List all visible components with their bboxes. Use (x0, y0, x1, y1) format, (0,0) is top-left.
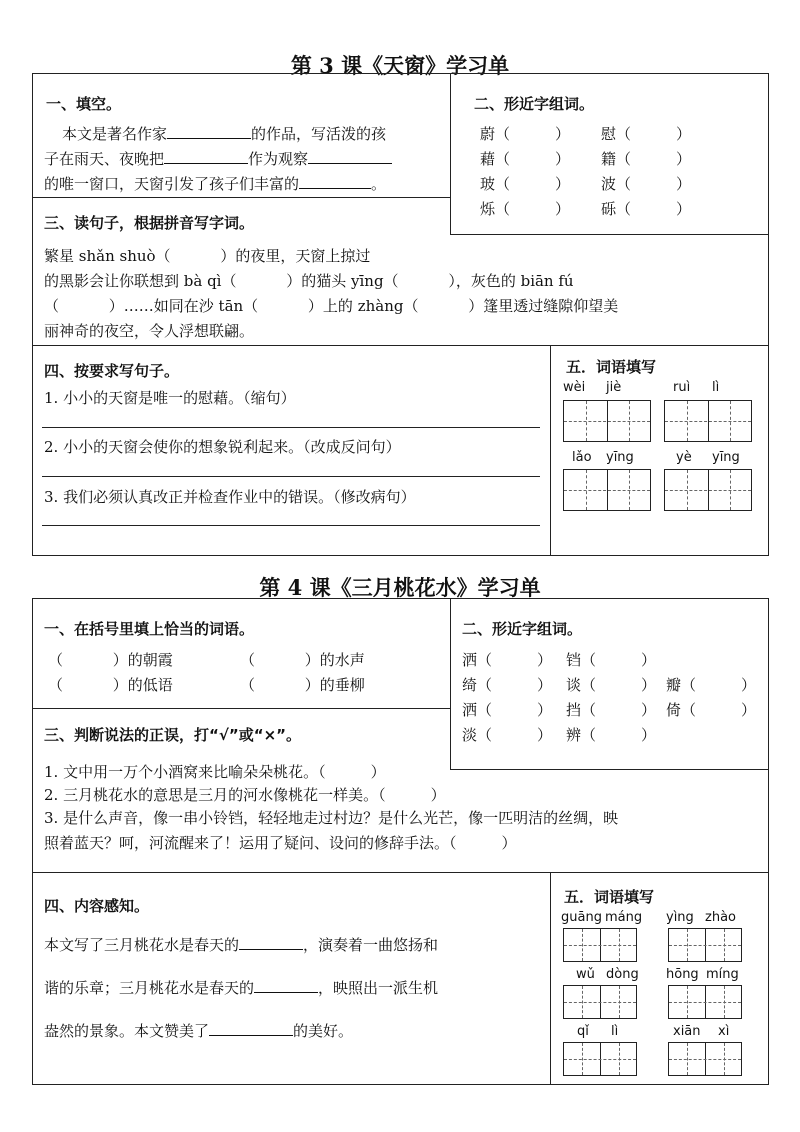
writing-grid[interactable] (664, 400, 752, 442)
pinyin-label: guāng (561, 910, 602, 925)
lesson4-word-cell[interactable]: 洒（ ） (462, 701, 553, 719)
answer-blank[interactable] (164, 149, 248, 164)
lesson3-section2-heading: 二、形近字组词。 (474, 95, 595, 113)
lesson3-section4-heading: 四、按要求写句子。 (44, 362, 180, 380)
pinyin-label: hōng (666, 967, 699, 982)
pinyin-label: lì (712, 380, 720, 395)
answer-blank[interactable] (299, 174, 371, 189)
pinyin-label: wǔ (576, 967, 595, 982)
writing-grid[interactable] (563, 985, 637, 1019)
answer-blank[interactable] (254, 978, 318, 993)
lesson4-fill-item[interactable]: （ ）的朝霞 (48, 651, 173, 669)
lesson4-word-cell[interactable]: 淡（ ） (462, 726, 553, 744)
writing-grid[interactable] (563, 400, 651, 442)
pinyin-label: lǎo (572, 450, 592, 465)
lesson3-word-cell[interactable]: 藉（ ） (480, 150, 571, 168)
lesson3-question-1: 1. 小小的天窗是唯一的慰藉。（缩句） (44, 389, 296, 407)
lesson4-section4-heading: 四、内容感知。 (44, 897, 150, 915)
lesson3-title: 第 3 课《天窗》学习单 (290, 53, 510, 78)
answer-blank[interactable] (209, 1021, 293, 1036)
writing-grid[interactable] (664, 469, 752, 511)
lesson4-content-line2: 谐的乐章；三月桃花水是春天的 ，映照出一派生机 (44, 979, 439, 997)
lesson4-judge-line: 3. 是什么声音，像一串小铃铛，轻轻地走过村边？是什么光芒，像一匹明洁的丝绸，映 (44, 809, 619, 827)
lesson4-word-cell[interactable]: 洒（ ） (462, 651, 553, 669)
lesson4-word-cell[interactable]: 铛（ ） (566, 651, 657, 669)
lesson4-section2-heading: 二、形近字组词。 (462, 620, 583, 638)
pinyin-label: yīng (606, 450, 634, 465)
answer-line[interactable] (42, 476, 540, 477)
pinyin-label: dòng (606, 967, 639, 982)
lesson3-word-cell[interactable]: 籍（ ） (601, 150, 692, 168)
writing-grid[interactable] (668, 1042, 742, 1076)
lesson4-title: 第 4 课《三月桃花水》学习单 (259, 575, 541, 600)
writing-grid[interactable] (563, 1042, 637, 1076)
lesson4-section1-heading: 一、在括号里填上恰当的词语。 (44, 620, 255, 638)
lesson3-word-cell[interactable]: 玻（ ） (480, 175, 571, 193)
pinyin-label: yè (676, 450, 692, 465)
lesson3-section3-heading: 三、读句子，根据拼音写字词。 (44, 214, 255, 232)
lesson3-question-3: 3. 我们必须认真改正并检查作业中的错误。（修改病句） (44, 488, 416, 506)
pinyin-label: qǐ (577, 1024, 589, 1039)
lesson4-word-cell[interactable]: 辨（ ） (566, 726, 657, 744)
lesson3-word-cell[interactable]: 波（ ） (601, 175, 692, 193)
pinyin-label: jiè (606, 380, 622, 395)
lesson4-word-cell[interactable]: 绮（ ） (462, 676, 553, 694)
lesson3-fill-line3: 的唯一窗口，天窗引发了孩子们丰富的 。 (44, 175, 387, 193)
pinyin-label: xiān (673, 1024, 701, 1039)
lesson4-word-cell[interactable]: 瓣（ ） (666, 676, 757, 694)
lesson4-fill-item[interactable]: （ ）的水声 (240, 651, 365, 669)
lesson4-section5-heading: 五．词语填写 (564, 888, 655, 906)
lesson3-section5-heading: 五．词语填写 (566, 358, 657, 376)
lesson4-word-cell[interactable]: 挡（ ） (566, 701, 657, 719)
writing-grid[interactable] (668, 928, 742, 962)
answer-line[interactable] (42, 427, 540, 428)
answer-blank[interactable] (239, 935, 303, 950)
pinyin-label: lì (611, 1024, 619, 1039)
lesson4-fill-item[interactable]: （ ）的低语 (48, 676, 173, 694)
lesson4-judge-line: 1. 文中用一万个小酒窝来比喻朵朵桃花。（ ） (44, 763, 386, 781)
writing-grid[interactable] (668, 985, 742, 1019)
lesson3-fill-line1: 本文是著名作家 的作品，写活泼的孩 (62, 125, 387, 143)
lesson4-judge-line: 照着蓝天？呵，河流醒来了！运用了疑问、设问的修辞手法。（ ） (44, 834, 517, 852)
pinyin-label: zhào (705, 910, 736, 925)
pinyin-label: yīng (712, 450, 740, 465)
pinyin-label: ruì (673, 380, 691, 395)
lesson3-pinyin-line: 繁星 shǎn shuò（ ）的夜里，天窗上掠过 (44, 247, 371, 265)
lesson3-section1-heading: 一、填空。 (46, 95, 122, 113)
answer-blank[interactable] (167, 124, 251, 139)
lesson3-word-cell[interactable]: 砾（ ） (601, 200, 692, 218)
lesson4-content-line1: 本文写了三月桃花水是春天的 ，演奏着一曲悠扬和 (44, 936, 439, 954)
pinyin-label: wèi (563, 380, 586, 395)
answer-line[interactable] (42, 525, 540, 526)
lesson4-fill-item[interactable]: （ ）的垂柳 (240, 676, 365, 694)
lesson3-word-cell[interactable]: 蔚（ ） (480, 125, 571, 143)
pinyin-label: yìng (666, 910, 694, 925)
lesson3-pinyin-line: 丽神奇的夜空，令人浮想联翩。 (44, 322, 255, 340)
lesson4-word-cell[interactable]: 谈（ ） (566, 676, 657, 694)
answer-blank[interactable] (308, 149, 392, 164)
pinyin-label: máng (605, 910, 643, 925)
writing-grid[interactable] (563, 928, 637, 962)
lesson4-section3-heading: 三、判断说法的正误，打“√”或“×”。 (44, 726, 302, 744)
pinyin-label: míng (706, 967, 739, 982)
lesson3-pinyin-line: （ ）……如同在沙 tān（ ）上的 zhàng（ ）篷里透过缝隙仰望美 (44, 297, 619, 315)
pinyin-label: xì (718, 1024, 730, 1039)
lesson4-judge-line: 2. 三月桃花水的意思是三月的河水像桃花一样美。（ ） (44, 786, 446, 804)
lesson4-content-line3: 盎然的景象。本文赞美了 的美好。 (44, 1022, 354, 1040)
lesson3-word-cell[interactable]: 烁（ ） (480, 200, 571, 218)
lesson3-question-2: 2. 小小的天窗会使你的想象锐利起来。（改成反问句） (44, 438, 401, 456)
lesson3-pinyin-line: 的黑影会让你联想到 bà qì（ ）的猫头 yīng（ ），灰色的 biān fú (44, 272, 574, 290)
writing-grid[interactable] (563, 469, 651, 511)
lesson3-word-cell[interactable]: 慰（ ） (601, 125, 692, 143)
lesson3-fill-line2: 子在雨天、夜晚把 作为观察 (44, 148, 392, 169)
lesson4-word-cell[interactable]: 倚（ ） (666, 701, 757, 719)
